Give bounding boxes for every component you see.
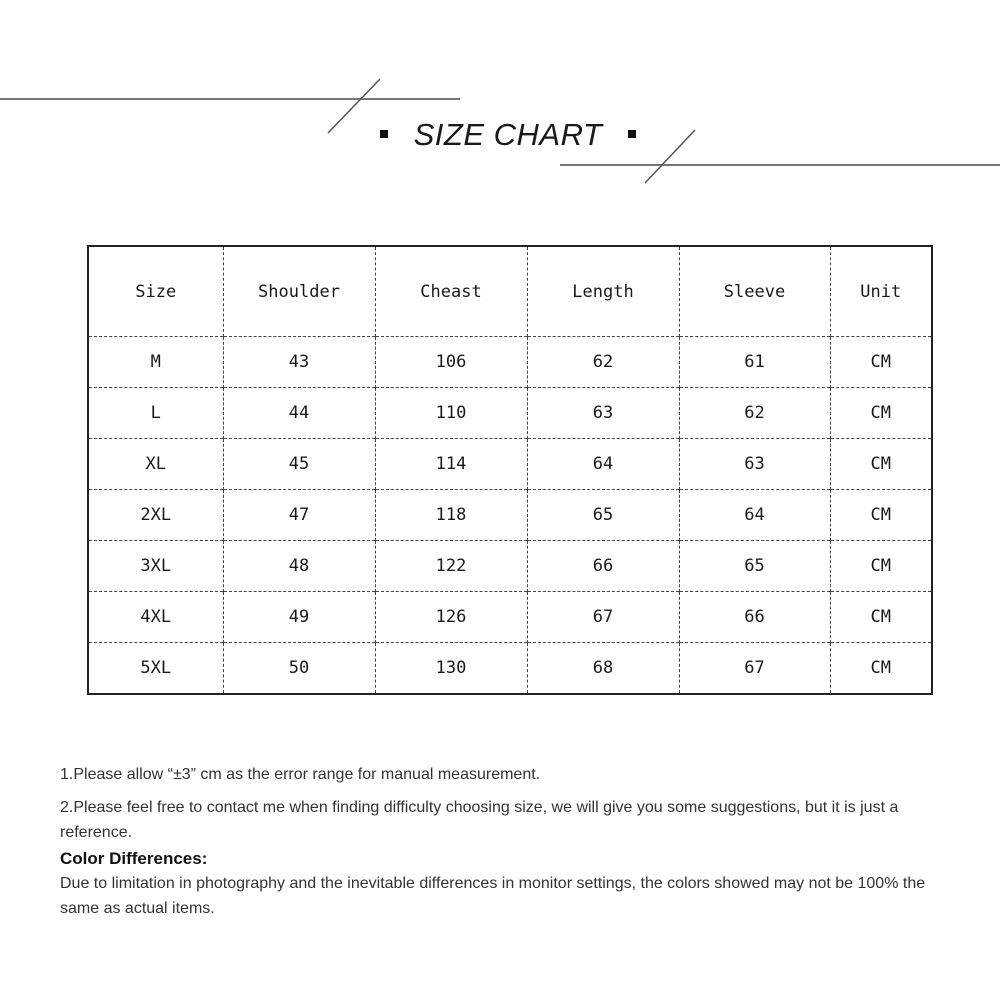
- title-bar: [0, 110, 1000, 160]
- header-size: Size: [135, 281, 177, 302]
- cell-unit: CM: [830, 592, 932, 643]
- table-header-row: [88, 246, 932, 337]
- cell-length: 68: [527, 643, 679, 695]
- cell-unit: CM: [830, 490, 932, 541]
- table-row: [88, 541, 932, 592]
- cell-sleeve: 63: [679, 439, 830, 490]
- header-chest: Cheast: [375, 246, 527, 337]
- cell-shoulder: 50: [223, 643, 375, 695]
- cell-shoulder: 49: [223, 592, 375, 643]
- cell-chest: 130: [375, 643, 527, 695]
- cell-unit: CM: [830, 541, 932, 592]
- page-title: SIZE CHART: [413, 117, 603, 152]
- cell-chest: 118: [375, 490, 527, 541]
- header-unit: Unit: [830, 246, 932, 337]
- cell-shoulder: 43: [223, 337, 375, 388]
- cell-shoulder: 45: [223, 439, 375, 490]
- title-bullet-right: [628, 130, 636, 138]
- color-differences-text: Due to limitation in photography and the inevitable differences in monitor settings, the colors showed may not be 100% the same as actual items.: [60, 875, 926, 917]
- note-error-range: 1.Please allow “±3” cm as the error range for manual measurement.: [60, 766, 541, 783]
- cell-chest: 106: [375, 337, 527, 388]
- size-table: [87, 245, 933, 695]
- cell-chest: 114: [375, 439, 527, 490]
- table-row: [88, 337, 932, 388]
- cell-unit: CM: [830, 337, 932, 388]
- table-row: [88, 490, 932, 541]
- cell-size: M: [88, 337, 223, 388]
- decorative-lines: [0, 0, 1000, 200]
- cell-size: XL: [88, 439, 223, 490]
- cell-size: 5XL: [88, 643, 223, 695]
- cell-length: 63: [527, 388, 679, 439]
- cell-shoulder: 48: [223, 541, 375, 592]
- cell-size: L: [88, 388, 223, 439]
- cell-shoulder: 44: [223, 388, 375, 439]
- cell-unit: CM: [830, 439, 932, 490]
- cell-size: 2XL: [88, 490, 223, 541]
- cell-size: 4XL: [88, 592, 223, 643]
- cell-sleeve: 67: [679, 643, 830, 695]
- cell-sleeve: 61: [679, 337, 830, 388]
- cell-sleeve: 64: [679, 490, 830, 541]
- header-length: Length: [527, 246, 679, 337]
- cell-unit: CM: [830, 643, 932, 695]
- table-row: [88, 643, 932, 695]
- cell-length: 67: [527, 592, 679, 643]
- cell-unit: CM: [830, 388, 932, 439]
- note-contact: 2.Please feel free to contact me when finding difficulty choosing size, we will give you some suggestions, but it is just a reference.: [60, 799, 899, 841]
- cell-size: 3XL: [88, 541, 223, 592]
- cell-length: 65: [527, 490, 679, 541]
- cell-chest: 122: [375, 541, 527, 592]
- notes-section: [60, 762, 950, 921]
- cell-length: 62: [527, 337, 679, 388]
- table-row: [88, 388, 932, 439]
- cell-length: 64: [527, 439, 679, 490]
- cell-chest: 126: [375, 592, 527, 643]
- table-row: [88, 439, 932, 490]
- cell-chest: 110: [375, 388, 527, 439]
- title-bullet-left: [380, 130, 388, 138]
- table-row: [88, 592, 932, 643]
- title-group: [354, 110, 663, 160]
- cell-sleeve: 66: [679, 592, 830, 643]
- cell-sleeve: 65: [679, 541, 830, 592]
- color-differences-heading: Color Differences:: [60, 849, 208, 868]
- header-shoulder: Shoulder: [223, 246, 375, 337]
- cell-sleeve: 62: [679, 388, 830, 439]
- cell-shoulder: 47: [223, 490, 375, 541]
- cell-length: 66: [527, 541, 679, 592]
- header-sleeve: Sleeve: [679, 246, 830, 337]
